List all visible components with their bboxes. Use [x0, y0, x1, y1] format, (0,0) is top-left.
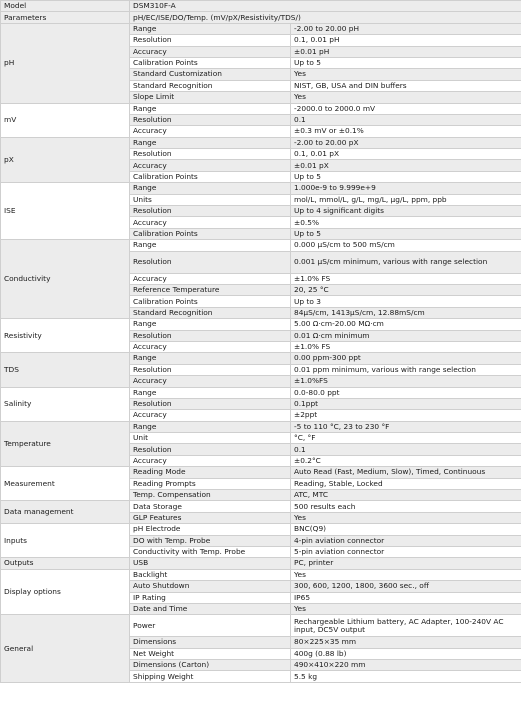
spec-row: [1, 558, 521, 569]
spec-row: [1, 103, 521, 114]
spec-label: Resolution: [130, 35, 291, 46]
spec-value: Yes: [291, 569, 521, 580]
spec-label: Accuracy: [130, 126, 291, 137]
spec-label: Units: [130, 194, 291, 205]
spec-value: 0.1ppt: [291, 398, 521, 409]
spec-value: Yes: [291, 512, 521, 523]
header-row: [1, 1, 521, 12]
spec-row: [1, 353, 521, 364]
spec-value: Up to 3: [291, 296, 521, 307]
spec-value: 0.01 ppm minimum, various with range selection: [291, 364, 521, 375]
spec-value: 0.1, 0.01 pX: [291, 149, 521, 160]
spec-value: -2.00 to 20.00 pH: [291, 23, 521, 34]
spec-label: IP Rating: [130, 592, 291, 603]
spec-row: [1, 501, 521, 512]
category-label: Temperature: [1, 421, 130, 467]
spec-value: ±0.01 pX: [291, 160, 521, 171]
spec-label: Range: [130, 103, 291, 114]
spec-label: Date and Time: [130, 603, 291, 614]
spec-value: 1.000e-9 to 9.999e+9: [291, 183, 521, 194]
spec-value: PC, printer: [291, 558, 521, 569]
spec-label: Calibration Points: [130, 296, 291, 307]
category-label: Display options: [1, 569, 130, 615]
header-row: [1, 12, 521, 23]
spec-row: [1, 387, 521, 398]
spec-label: Range: [130, 387, 291, 398]
spec-label: Accuracy: [130, 160, 291, 171]
spec-label: Dimensions (Carton): [130, 660, 291, 671]
spec-value: IP65: [291, 592, 521, 603]
spec-label: Calibration Points: [130, 171, 291, 182]
spec-label: Resolution: [130, 364, 291, 375]
spec-label: Net Weight: [130, 648, 291, 659]
spec-value: 0.0-80.0 ppt: [291, 387, 521, 398]
spec-value: 400g (0.88 lb): [291, 648, 521, 659]
spec-label: USB: [130, 558, 291, 569]
spec-value: 500 results each: [291, 501, 521, 512]
category-label: Resistivity: [1, 319, 130, 353]
spec-row: [1, 421, 521, 432]
spec-value: Yes: [291, 69, 521, 80]
spec-label: Range: [130, 23, 291, 34]
spec-label: Data Storage: [130, 501, 291, 512]
spec-value: mol/L, mmol/L, g/L, mg/L, μg/L, ppm, ppb: [291, 194, 521, 205]
spec-label: Range: [130, 353, 291, 364]
spec-label: Standard Recognition: [130, 307, 291, 318]
spec-value: 0.1, 0.01 pH: [291, 35, 521, 46]
spec-label: Accuracy: [130, 46, 291, 57]
spec-label: Range: [130, 137, 291, 148]
category-label: TDS: [1, 353, 130, 387]
spec-label: Accuracy: [130, 410, 291, 421]
spec-label: Resolution: [130, 444, 291, 455]
spec-value: ±1.0% FS: [291, 273, 521, 284]
spec-label: Range: [130, 240, 291, 251]
spec-value: ATC, MTC: [291, 490, 521, 501]
category-label: Conductivity: [1, 240, 130, 319]
spec-value: 4-pin aviation connector: [291, 535, 521, 546]
spec-label: Resolution: [130, 149, 291, 160]
spec-value: Rechargeable Lithium battery, AC Adapter, 100-240V AC input, DC5V output: [291, 615, 521, 637]
spec-value: 80×225×35 mm: [291, 637, 521, 648]
header-label: Model: [1, 1, 130, 12]
spec-row: [1, 467, 521, 478]
spec-row: [1, 23, 521, 34]
spec-value: 84μS/cm, 1413μS/cm, 12.88mS/cm: [291, 307, 521, 318]
spec-value: -5 to 110 °C, 23 to 230 °F: [291, 421, 521, 432]
spec-label: Shipping Weight: [130, 671, 291, 682]
category-label: pX: [1, 137, 130, 183]
spec-label: Range: [130, 421, 291, 432]
spec-label: GLP Features: [130, 512, 291, 523]
spec-value: -2000.0 to 2000.0 mV: [291, 103, 521, 114]
spec-row: [1, 240, 521, 251]
header-label: Parameters: [1, 12, 130, 23]
spec-label: Slope Limit: [130, 92, 291, 103]
spec-label: Range: [130, 183, 291, 194]
spec-row: [1, 524, 521, 535]
spec-label: Reference Temperature: [130, 284, 291, 295]
spec-value: 5.00 Ω·cm-20.00 MΩ·cm: [291, 319, 521, 330]
spec-value: -2.00 to 20.00 pX: [291, 137, 521, 148]
spec-value: Auto Read (Fast, Medium, Slow), Timed, Continuous: [291, 467, 521, 478]
spec-label: Resolution: [130, 206, 291, 217]
spec-label: Calibration Points: [130, 57, 291, 68]
header-value: pH/EC/ISE/DO/Temp. (mV/pX/Resistivity/TDS/): [130, 12, 521, 23]
spec-label: Dimensions: [130, 637, 291, 648]
spec-label: Temp. Compensation: [130, 490, 291, 501]
spec-value: ±1.0%FS: [291, 376, 521, 387]
spec-row: [1, 615, 521, 637]
spec-value: ±2ppt: [291, 410, 521, 421]
spec-label: Conductivity with Temp. Probe: [130, 546, 291, 557]
spec-row: [1, 183, 521, 194]
category-label: General: [1, 615, 130, 683]
spec-label: Accuracy: [130, 217, 291, 228]
spec-value: ±0.01 pH: [291, 46, 521, 57]
spec-label: DO with Temp. Probe: [130, 535, 291, 546]
spec-label: Standard Recognition: [130, 80, 291, 91]
spec-row: [1, 569, 521, 580]
category-label: Outputs: [1, 558, 130, 569]
spec-label: Accuracy: [130, 341, 291, 352]
spec-label: Range: [130, 319, 291, 330]
category-label: Data management: [1, 501, 130, 524]
spec-label: Reading Prompts: [130, 478, 291, 489]
spec-label: Accuracy: [130, 376, 291, 387]
category-label: Inputs: [1, 524, 130, 558]
category-label: ISE: [1, 183, 130, 240]
spec-value: °C, °F: [291, 433, 521, 444]
category-label: pH: [1, 23, 130, 103]
spec-label: pH Electrode: [130, 524, 291, 535]
spec-value: ±0.3 mV or ±0.1%: [291, 126, 521, 137]
spec-value: 0.1: [291, 114, 521, 125]
spec-label: Accuracy: [130, 455, 291, 466]
spec-label: Standard Customization: [130, 69, 291, 80]
spec-value: Yes: [291, 603, 521, 614]
category-label: Salinity: [1, 387, 130, 421]
spec-value: ±1.0% FS: [291, 341, 521, 352]
spec-label: Resolution: [130, 398, 291, 409]
spec-value: 0.000 μS/cm to 500 mS/cm: [291, 240, 521, 251]
spec-value: ±0.2°C: [291, 455, 521, 466]
category-label: mV: [1, 103, 130, 137]
spec-label: Resolution: [130, 330, 291, 341]
spec-value: 300, 600, 1200, 1800, 3600 sec., off: [291, 581, 521, 592]
category-label: Measurement: [1, 467, 130, 501]
spec-label: Accuracy: [130, 273, 291, 284]
spec-label: Reading Mode: [130, 467, 291, 478]
spec-value: 0.1: [291, 444, 521, 455]
spec-value: Up to 4 significant digits: [291, 206, 521, 217]
header-value: DSM310F-A: [130, 1, 521, 12]
spec-label: Calibration Points: [130, 228, 291, 239]
spec-value: 490×410×220 mm: [291, 660, 521, 671]
spec-value: Reading, Stable, Locked: [291, 478, 521, 489]
spec-value: 20, 25 °C: [291, 284, 521, 295]
spec-value: NIST, GB, USA and DIN buffers: [291, 80, 521, 91]
spec-value: Up to 5: [291, 228, 521, 239]
spec-value: 0.00 ppm-300 ppt: [291, 353, 521, 364]
spec-value: ±0.5%: [291, 217, 521, 228]
spec-value: 5.5 kg: [291, 671, 521, 682]
spec-value: Up to 5: [291, 171, 521, 182]
spec-label: Auto Shutdown: [130, 581, 291, 592]
spec-label: Power: [130, 615, 291, 637]
spec-value: BNC(Q9): [291, 524, 521, 535]
spec-value: 0.01 Ω·cm minimum: [291, 330, 521, 341]
spec-table-body: [1, 1, 521, 683]
spec-label: Backlight: [130, 569, 291, 580]
spec-value: Yes: [291, 92, 521, 103]
spec-value: 5-pin aviation connector: [291, 546, 521, 557]
spec-label: Unit: [130, 433, 291, 444]
spec-row: [1, 137, 521, 148]
spec-row: [1, 319, 521, 330]
spec-value: 0.001 μS/cm minimum, various with range selection: [291, 251, 521, 273]
spec-label: Resolution: [130, 114, 291, 125]
spec-label: Resolution: [130, 251, 291, 273]
spec-value: Up to 5: [291, 57, 521, 68]
